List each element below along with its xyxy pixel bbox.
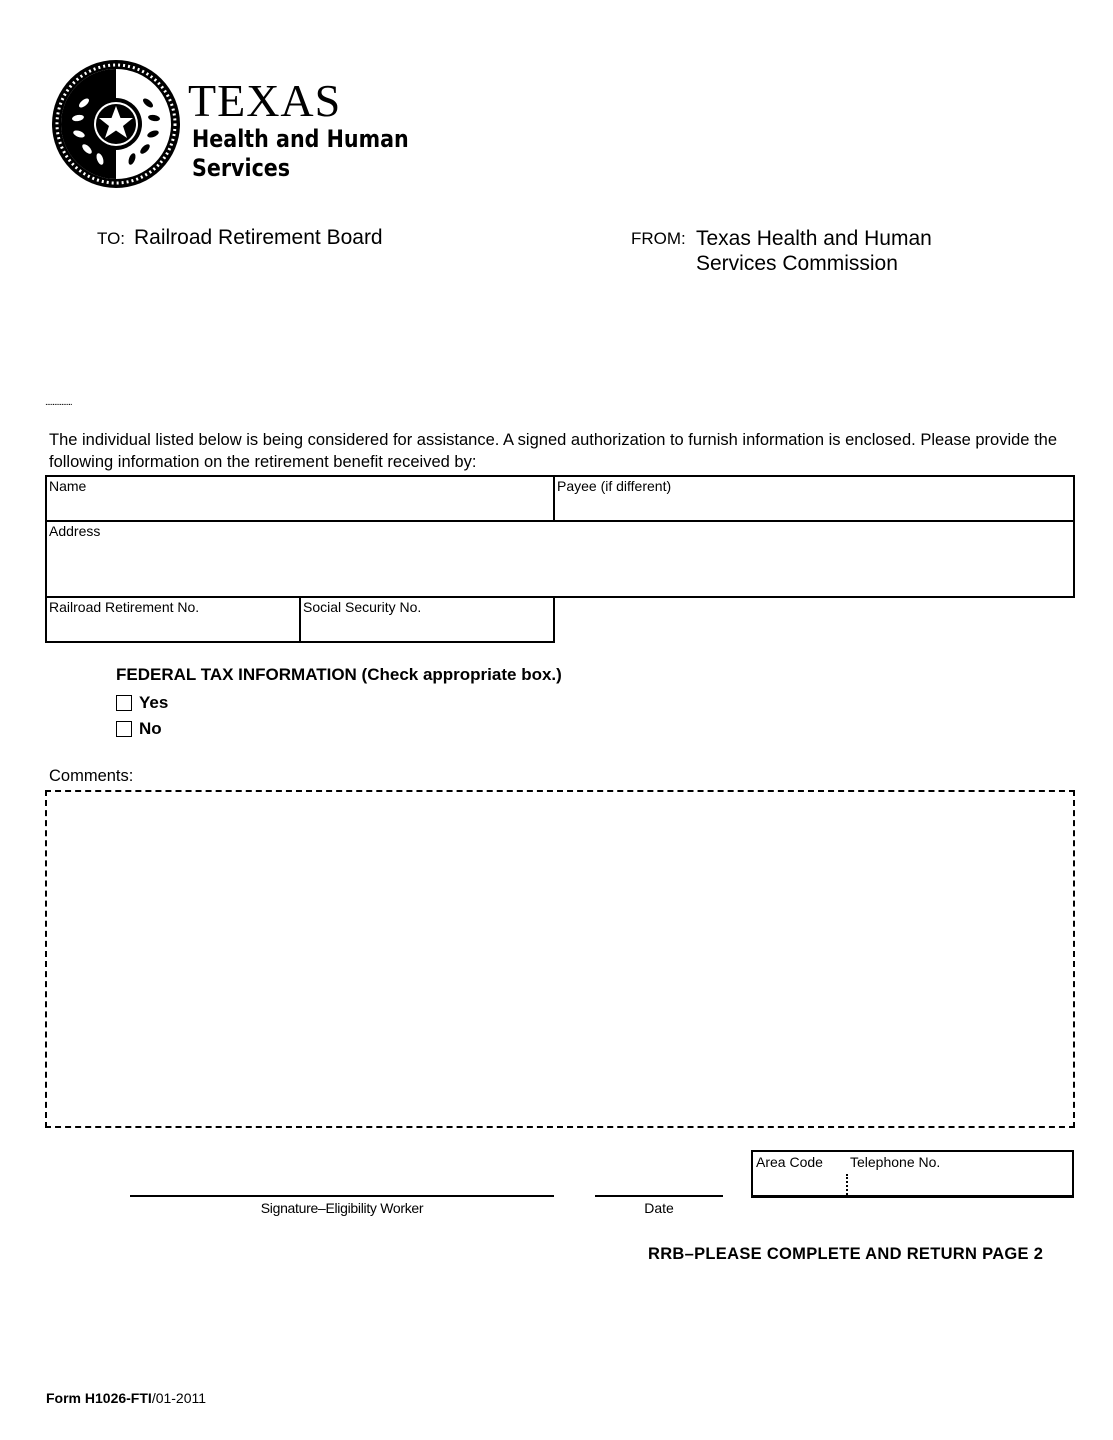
yes-label: Yes bbox=[139, 693, 169, 712]
rrb-note: RRB–PLEASE COMPLETE AND RETURN PAGE 2 bbox=[648, 1245, 1044, 1263]
from-value-line: Services Commission bbox=[696, 252, 898, 275]
railroad-retirement-no-label: Railroad Retirement No. bbox=[49, 599, 200, 615]
texas-state-seal-icon bbox=[50, 58, 182, 190]
no-checkbox[interactable] bbox=[116, 721, 132, 737]
name-field[interactable] bbox=[45, 475, 555, 522]
logo-subtitle: Health and Human bbox=[192, 125, 409, 153]
comments-box[interactable] bbox=[45, 790, 1075, 1128]
dotted-leader: ............... bbox=[45, 397, 72, 408]
phone-divider bbox=[846, 1174, 848, 1198]
yes-checkbox[interactable] bbox=[116, 695, 132, 711]
address-field[interactable] bbox=[45, 520, 1075, 598]
no-label: No bbox=[139, 719, 162, 738]
from-label: FROM: bbox=[631, 229, 686, 248]
logo-subtitle: Services bbox=[192, 154, 291, 182]
comments-label: Comments: bbox=[49, 767, 134, 785]
logo-title: TEXAS bbox=[188, 75, 342, 126]
form-id bbox=[46, 1390, 206, 1406]
name-label: Name bbox=[49, 478, 87, 494]
from-value-line: Texas Health and Human bbox=[696, 227, 932, 250]
intro-text: The individual listed below is being considered for assistance. A signed authorization to furnish information is enclosed. Please provide the following information on the retirement benefit received by: bbox=[49, 431, 1058, 471]
federal-tax-yes-option[interactable] bbox=[116, 693, 168, 713]
telephone-label: Telephone No. bbox=[850, 1154, 941, 1170]
payee-field[interactable] bbox=[553, 475, 1075, 522]
telephone-field[interactable] bbox=[751, 1150, 1074, 1198]
federal-tax-no-option[interactable] bbox=[116, 719, 162, 739]
signature-label: Signature–Eligibility Worker bbox=[260, 1200, 424, 1216]
social-security-no-field[interactable] bbox=[299, 596, 555, 643]
date-line[interactable] bbox=[595, 1195, 723, 1197]
railroad-retirement-no-field[interactable] bbox=[45, 596, 301, 643]
area-code-label: Area Code bbox=[756, 1154, 823, 1170]
address-label: Address bbox=[49, 523, 101, 539]
to-value: Railroad Retirement Board bbox=[134, 226, 383, 249]
to-label: TO: bbox=[97, 229, 126, 248]
social-security-no-label: Social Security No. bbox=[303, 599, 422, 615]
payee-label: Payee (if different) bbox=[557, 478, 672, 494]
comments-input[interactable] bbox=[47, 792, 1077, 1130]
signature-line[interactable] bbox=[130, 1195, 554, 1197]
federal-tax-title: FEDERAL TAX INFORMATION (Check appropriate box.) bbox=[116, 665, 562, 684]
date-label: Date bbox=[644, 1200, 674, 1216]
from-value bbox=[696, 226, 932, 276]
form-number: Form H1026-FTI bbox=[46, 1390, 152, 1406]
form-date: /01-2011 bbox=[151, 1390, 207, 1406]
